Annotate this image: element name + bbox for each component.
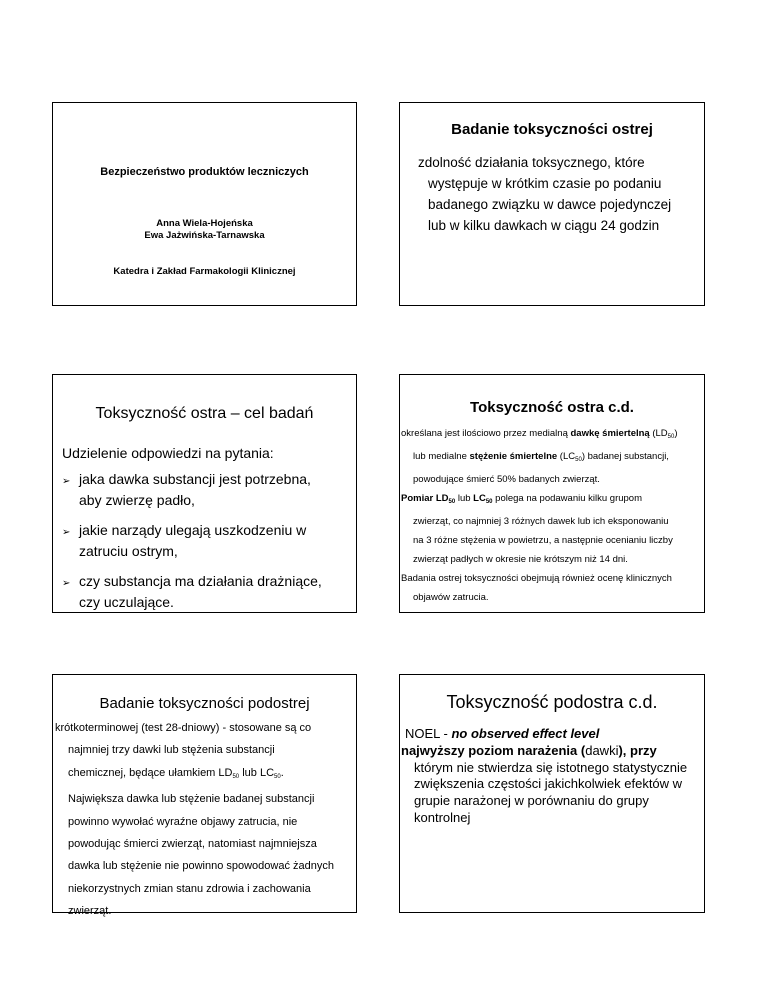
body-line: zwierząt padłych w okresie nie krótszym niż 14 dni.: [413, 554, 628, 565]
slide-acute-goals: [52, 374, 357, 613]
slide-subacute: [52, 674, 357, 918]
definition-text: [418, 152, 671, 236]
body-line: zwierząt.: [68, 905, 112, 918]
body-line: najmniej trzy dawki lub stężenia substancji: [68, 744, 275, 757]
definition-line: występuje w krótkim czasie po podaniu: [428, 176, 662, 191]
noel-line: NOEL - no observed effect level: [405, 726, 600, 741]
slide-heading: Badanie toksyczności ostrej: [451, 121, 653, 138]
slide-heading: Toksyczność podostra c.d.: [446, 692, 658, 712]
definition-line: grupie narażonej w porównaniu do grupy: [414, 793, 649, 809]
body-line: krótkoterminowej (test 28-dniowy) - stosowane są co: [55, 722, 312, 734]
slide-heading: Toksyczność ostra c.d.: [470, 399, 634, 416]
body-line: zwierząt, co najmniej 3 różnych dawek lub ich eksponowaniu: [413, 516, 669, 527]
list-item: ➢ jaka dawka substancji jest potrzebna, aby zwierzę padło,: [62, 471, 311, 508]
definition-line: zdolność działania toksycznego, które: [418, 155, 645, 170]
list-item: ➢ czy substancja ma działania drażniące, czy uczulające.: [62, 573, 322, 610]
list-item: ➢ jakie narządy ulegają uszkodzeniu w zatruciu ostrym,: [62, 522, 307, 559]
slide-acute-cd: [399, 374, 705, 613]
body-line: określana jest ilościowo przez medialną dawkę śmiertelną $(LD_{50})$: [401, 428, 678, 440]
department: Katedra i Zakład Farmakologii Klinicznej: [113, 266, 296, 277]
slide-title: [52, 102, 357, 306]
body-line: powinno wywołać wyraźne objawy zatrucia, nie: [68, 815, 298, 828]
body-line: Największa dawka lub stężenie badanej substancji: [68, 793, 315, 806]
definition-line: badanego związku w dawce pojedynczej: [428, 197, 672, 212]
presentation-title: Bezpieczeństwo produktów leczniczych: [100, 166, 309, 178]
arrow-bullet-icon: ➢: [62, 476, 71, 487]
body-line: lub medialne stężenie śmiertelne $(LC_{50})$ badanej substancji,: [413, 451, 669, 463]
body-line: objawów zatrucia.: [413, 592, 489, 603]
slide-body: [55, 717, 360, 923]
author-2: Ewa Jażwińska-Tarnawska: [144, 230, 265, 241]
definition-line: zwiększenia częstości jakichkolwiek efektów w: [414, 776, 683, 792]
slide-subheading: Udzielenie odpowiedzi na pytania:: [62, 445, 274, 461]
arrow-bullet-icon: ➢: [62, 527, 71, 538]
bullet-list: [62, 470, 352, 612]
arrow-bullet-icon: ➢: [62, 578, 71, 589]
definition-line: najwyższy poziom narażenia (dawki), przy: [401, 742, 657, 758]
slide-heading: Toksyczność ostra – cel badań: [95, 405, 314, 422]
body-line: chemicznej, będące ułamkiem $LD_{50}$ lub $LC_{50}$.: [68, 766, 284, 780]
body-line: na 3 różne stężenia w powietrzu, a następnie ocenianiu liczby: [413, 535, 673, 546]
definition-line: którym nie stwierdza się istotnego statystycznie: [414, 759, 688, 775]
slide-subacute-cd: [399, 674, 705, 913]
body-line: niekorzystnych zmian stanu zdrowia i zachowania: [68, 882, 311, 895]
slide-heading: Badanie toksyczności podostrej: [99, 695, 310, 712]
slide-acute-toxicity: [399, 102, 705, 306]
body-line: dawka lub stężenie nie powinno spowodować żadnych: [68, 860, 335, 873]
slide-body: [401, 726, 705, 827]
body-line: powodujące śmierć 50% badanych zwierząt.: [413, 474, 600, 485]
body-line: powodując śmierci zwierząt, natomiast najmniejsza: [68, 838, 317, 851]
body-line: Badania ostrej toksyczności obejmują również ocenę klinicznych: [401, 573, 672, 584]
slide-body: [401, 424, 704, 607]
author-1: Anna Wiela-Hojeńska: [156, 218, 253, 229]
definition-line: kontrolnej: [414, 809, 471, 825]
definition-line: lub w kilku dawkach w ciągu 24 godzin: [428, 218, 660, 233]
body-line: Pomiar $LD_{50}$ lub $LC_{50}$ polega na podawaniu kilku grupom: [401, 493, 642, 505]
